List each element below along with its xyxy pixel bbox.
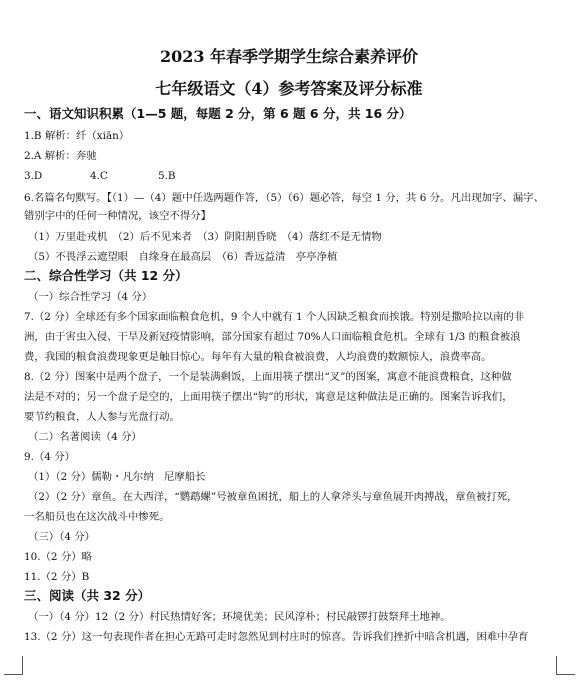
crop-mark-left <box>4 656 23 675</box>
answer-q8-line-1: 8.（2 分）图案中是两个盘子，一个是装满剩饭，上面用筷子摆出“叉”的图案，寓意不能浪费粮食，这种做 <box>24 371 512 383</box>
answer-q6-line-1: （1）万里赴戎机 （2）后不见来者 （3）阴阳割昏晓 （4）落红不是无情物 <box>28 231 382 243</box>
answer-q9-2-line-1: （2）（2 分）章鱼。在大西洋，“鹦鹉螺”号被章鱼困扰，船上的人拿斧头与章鱼展开肉搏战，章鱼被打死， <box>28 491 518 503</box>
answer-q11: 11.（2 分）B <box>24 571 90 583</box>
section-1-heading: 一、语文知识积累（1—5 题，每题 2 分，第 6 题 6 分，共 16 分） <box>24 106 412 121</box>
answer-q10: 10.（2 分）略 <box>24 551 93 563</box>
section-2-heading: 二、综合性学习（共 12 分） <box>24 268 188 283</box>
section-2-sub-3: （三）（4 分） <box>28 531 96 543</box>
answer-q5: 5.B <box>158 170 176 182</box>
crop-mark-right <box>556 656 575 675</box>
answer-q9-2-line-2: 一名船员也在这次战斗中惨死。 <box>24 511 170 523</box>
answer-q1-text: 1.B 解析：纤（xiān） <box>24 130 130 142</box>
answer-q9-1: （1）（2 分）儒勒・凡尔纳 尼摩船长 <box>28 471 206 483</box>
answer-q9: 9.（4 分） <box>24 451 75 463</box>
section-3-heading: 三、阅读（共 32 分） <box>24 588 151 603</box>
answer-q6-instructions-2: 错别字中的任何一种情况，该空不得分】 <box>24 210 212 222</box>
section-2-sub-1: （一）综合性学习（4 分） <box>28 291 153 303</box>
answer-q13-line-1: 13.（2 分）这一句表现作者在担心无路可走时忽然见到村庄时的惊喜。告诉我们挫折中暗含机遇，困难中孕育 <box>24 631 529 643</box>
answer-q4: 4.C <box>90 170 108 182</box>
answer-q1 <box>24 129 129 143</box>
answer-q7-line-2: 洲，由于害虫入侵、干旱及新冠疫情影响，部分国家有超过 70%人口面临粮食危机。全球有 1/3 的粮食被浪 <box>24 331 521 343</box>
document-subtitle: 七年级语文（4）参考答案及评分标准 <box>155 79 423 98</box>
answer-q7-line-3: 费，我国的粮食浪费现象更是触目惊心。每年有大量的粮食被浪费，人均浪费的数额惊人，浪费率高。 <box>24 351 492 363</box>
answer-q8-line-2: 法是不对的；另一个盘子是空的，上面用筷子摆出“钩”的形状，寓意是这种做法是正确的。图案告诉我们， <box>24 391 513 403</box>
answer-q8-line-3: 要节约粮食，人人参与光盘行动。 <box>24 411 180 423</box>
answer-q7-line-1: 7.（2 分）全球还有多个国家面临粮食危机，9 个人中就有 1 个人因缺乏粮食而挨饿。特别是撒哈拉以南的非 <box>24 311 525 323</box>
section-2-sub-2: （二）名著阅读（4 分） <box>28 431 142 443</box>
answer-q6-instructions-1: 6.名篇名句默写。【（1）—（4）题中任选两题作答，（5）（6）题必答，每空 1 分，共 6 分。凡出现加字、漏字、 <box>24 192 544 204</box>
answer-q3: 3.D <box>24 170 43 182</box>
section-3-sub-1: （一）（4 分）12（2 分）村民热情好客；环境优美；民风淳朴；村民敲锣打鼓祭拜土地神。 <box>28 611 451 623</box>
answer-q2: 2.A 解析：奔驰 <box>24 150 97 162</box>
document-title: 2023 年春季学期学生综合素养评价 <box>159 47 419 66</box>
answer-q6-line-2: （5）不畏浮云遮望眼 自缘身在最高层 （6）香远益清 亭亭净植 <box>28 251 338 263</box>
